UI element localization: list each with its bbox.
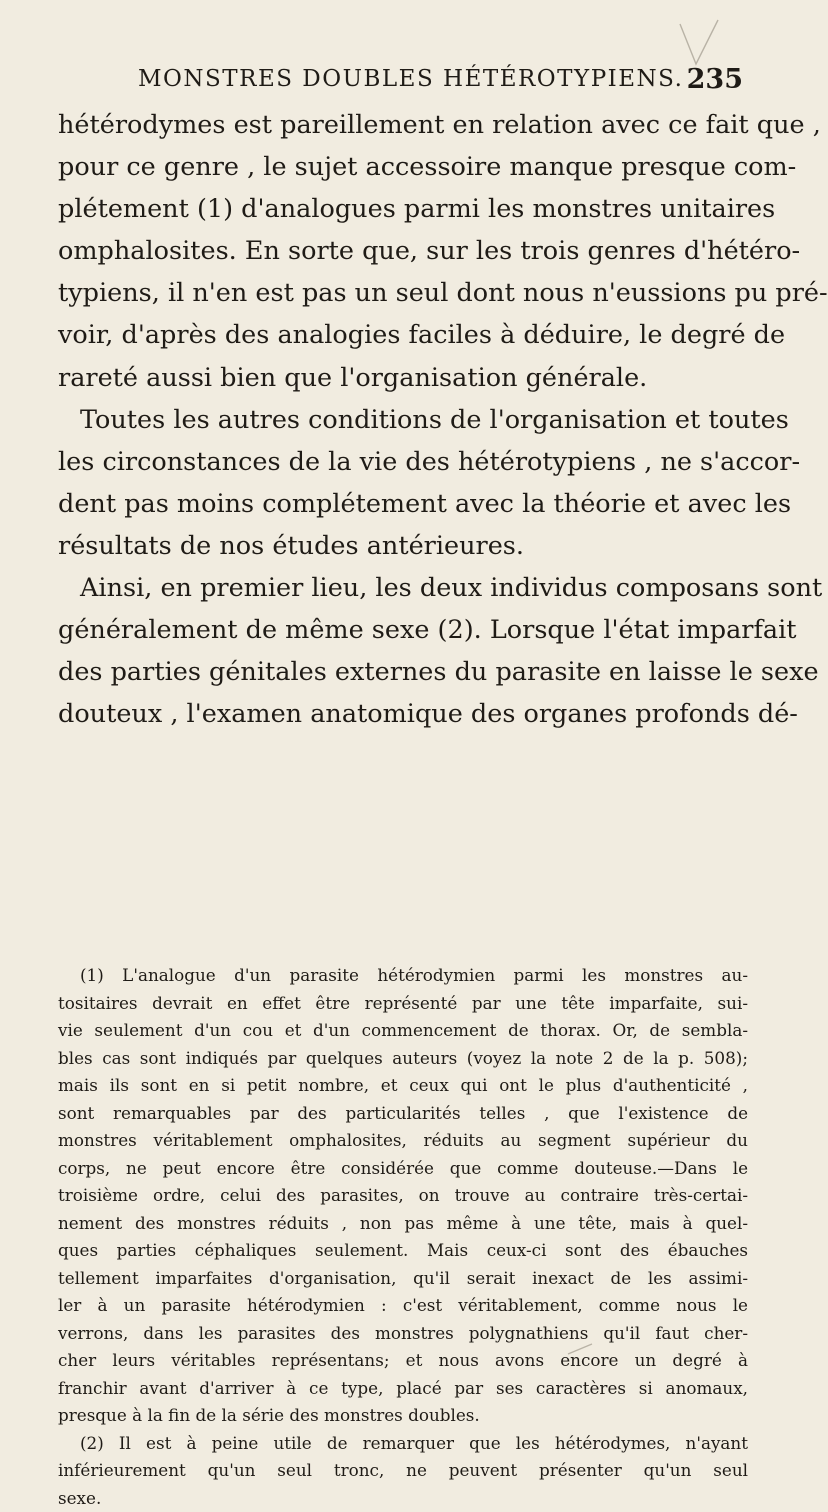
text-line: typiens, il n'en est pas un seul dont nous n'eussions pu pré- bbox=[58, 272, 748, 314]
footnote-line: corps, ne peut encore être considérée que comme douteuse.—Dans le bbox=[58, 1155, 748, 1183]
text-line: Toutes les autres conditions de l'organisation et toutes bbox=[58, 399, 748, 441]
footnote-line: tositaires devrait en effet être représenté par une tête imparfaite, sui- bbox=[58, 990, 748, 1018]
text-line: douteux , l'examen anatomique des organes profonds dé- bbox=[58, 693, 748, 735]
footnote-line: presque à la fin de la série des monstres doubles. bbox=[58, 1402, 748, 1430]
text-line: omphalosites. En sorte que, sur les trois genres d'hétéro- bbox=[58, 230, 748, 272]
footnote-line: verrons, dans les parasites des monstres polygnathiens qu'il faut cher- bbox=[58, 1320, 748, 1348]
footnote-line: troisième ordre, celui des parasites, on trouve au contraire très-certai- bbox=[58, 1182, 748, 1210]
text-line: plétement (1) d'analogues parmi les monstres unitaires bbox=[58, 188, 748, 230]
footnote-line: vie seulement d'un cou et d'un commencement de thorax. Or, de sembla- bbox=[58, 1017, 748, 1045]
text-line: Ainsi, en premier lieu, les deux individus composans sont bbox=[58, 567, 748, 609]
footnote-line: monstres véritablement omphalosites, réduits au segment supérieur du bbox=[58, 1127, 748, 1155]
footnote-line: nement des monstres réduits , non pas même à une tête, mais à quel- bbox=[58, 1210, 748, 1238]
text-line: voir, d'après des analogies faciles à déduire, le degré de bbox=[58, 314, 748, 356]
footnote-line: sont remarquables par des particularités telles , que l'existence de bbox=[58, 1100, 748, 1128]
footnote-line: ques parties céphaliques seulement. Mais ceux-ci sont des ébauches bbox=[58, 1237, 748, 1265]
footnote-line: inférieurement qu'un seul tronc, ne peuvent présenter qu'un seul bbox=[58, 1457, 748, 1485]
text-line: les circonstances de la vie des hétérotypiens , ne s'accor- bbox=[58, 441, 748, 483]
footnote-line: (2) Il est à peine utile de remarquer que les hétérodymes, n'ayant bbox=[58, 1430, 748, 1458]
footnote-line: franchir avant d'arriver à ce type, placé par ses caractères si anomaux, bbox=[58, 1375, 748, 1403]
text-line: hétérodymes est pareillement en relation avec ce fait que , bbox=[58, 104, 748, 146]
footnote-line: bles cas sont indiqués par quelques auteurs (voyez la note 2 de la p. 508); bbox=[58, 1045, 748, 1073]
text-line: pour ce genre , le sujet accessoire manque presque com- bbox=[58, 146, 748, 188]
page-number: 235 bbox=[687, 64, 743, 95]
page-header bbox=[0, 56, 801, 100]
footnote-line: sexe. bbox=[58, 1485, 748, 1512]
text-line: des parties génitales externes du parasite en laisse le sexe bbox=[58, 651, 748, 693]
text-line: dent pas moins complétement avec la théorie et avec les bbox=[58, 483, 748, 525]
footnote-line: (1) L'analogue d'un parasite hétérodymien parmi les monstres au- bbox=[58, 962, 748, 990]
footnote-line: ler à un parasite hétérodymien : c'est véritablement, comme nous le bbox=[58, 1292, 748, 1320]
footnote-line: tellement imparfaites d'organisation, qu'il serait inexact de les assimi- bbox=[58, 1265, 748, 1293]
main-text bbox=[58, 104, 748, 735]
text-line: résultats de nos études antérieures. bbox=[58, 525, 748, 567]
footnotes bbox=[58, 962, 748, 1512]
footnote-line: mais ils sont en si petit nombre, et ceux qui ont le plus d'authenticité , bbox=[58, 1072, 748, 1100]
text-line: rareté aussi bien que l'organisation générale. bbox=[58, 357, 748, 399]
pencil-mark-bottom bbox=[566, 1342, 594, 1356]
running-title: MONSTRES DOUBLES HÉTÉROTYPIENS. bbox=[138, 66, 683, 92]
text-line: généralement de même sexe (2). Lorsque l'état imparfait bbox=[58, 609, 748, 651]
footnote-line: cher leurs véritables représentans; et nous avons encore un degré à bbox=[58, 1347, 748, 1375]
